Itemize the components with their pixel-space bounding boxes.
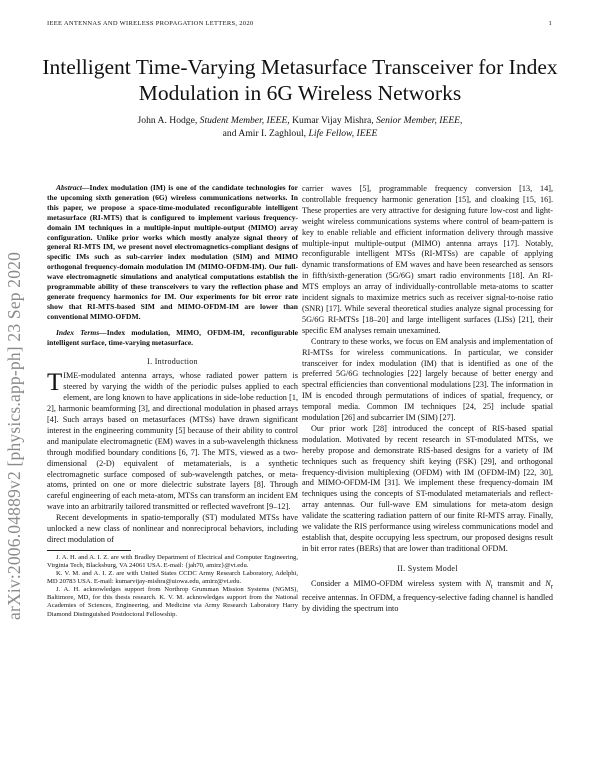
page-number: 1 — [548, 20, 552, 27]
index-terms-text: Index modulation, MIMO, OFDM-IM, reconfigurable intelligent surface, time-varying metasurface. — [47, 327, 298, 347]
paragraph-4-start: Consider a MIMO-OFDM wireless system with — [311, 578, 486, 588]
footnote-rule — [47, 550, 131, 551]
arxiv-watermark: arXiv:2006.04889v2 [physics.app-ph] 23 Sep 2020 — [4, 251, 24, 620]
author-3: and Amir I. Zaghloul, — [222, 127, 307, 139]
abstract — [47, 183, 298, 322]
footnote-affiliation-1: J. A. H. and A. I. Z. are with Bradley Department of Electrical and Computer Engineering, Virginia Tech, Blacksburg, VA 24061 USA. E-mail: {jah70, amirz}@vt.edu. — [47, 553, 298, 569]
right-column — [302, 184, 553, 615]
index-terms — [47, 328, 298, 348]
author-3-role: Life Fellow, IEEE — [308, 127, 378, 139]
drop-cap: T — [47, 369, 63, 397]
nt-subscript: t — [490, 583, 493, 591]
nr-subscript: r — [550, 583, 553, 591]
intro-paragraph-1-text: IME-modulated antenna arrays, whose radiated power pattern is steered by varying the width of the periodic pulses applied to each element, are long known to have applications in side-lobe reduction [1, 2], harmonic beamforming [3], and directional modulation in phased arrays [4]. Such arrays based on metasurfaces (MTSs) have drawn significant interest in the engineering community [5] because of their ability to control and manipulate electromagnetic (EM) waves in a sub-wavelength thickness through modified boundary conditions [6, 7]. The MTS, viewed as a two-dimensional (2-D) equivalent of metamaterials, is a synthetic electromagnetic surface composed of sub-wavelength patches, or meta-atoms, printed on one or more dielectric substrate layers [8]. Through careful engineering of each meta-atom, MTSs can transform an incident EM wave into an arbitrarily tailored transmitted or reflected wavefront [9–12]. — [47, 371, 298, 512]
footnote-affiliation-2: K. V. M. and A. I. Z. are with United States CCDC Army Research Laboratory, Adelphi, MD 20783 USA. E-mail: kumarvijay-mishra@uiowa.edu, amirz@vt.edu. — [47, 570, 298, 586]
body-paragraph-4 — [302, 579, 553, 615]
author-2: Kumar Vijay Mishra, — [292, 115, 374, 126]
index-terms-label: Index Terms— — [56, 327, 107, 337]
intro-paragraph-1 — [47, 371, 298, 513]
paragraph-4-middle: transmit and — [492, 578, 546, 588]
body-paragraph-1: carrier waves [5], programmable frequency conversion [13, 14], controllable frequency harmonic generation [15], and cloaking [15, 16]. These properties are very attractive for designing future low-cost and light-weight wireless communications systems where control of beam-pattern is key to enable reliable and efficient information delivery through massive multiple-input multiple-output (MIMO) antenna arrays [17]. Notably, reconfigurable intelligent MTSs (RI-MTSs) are capable of applying dynamic transformations of EM waves and have been researched as sensors in fifth/sixth-generation (5G/6G) smart radio environments [18]. An RI-MTS employs an array of individually-controllable meta-atoms to scatter incident signals to maximize metrics such as receiver signal-to-noise ratio (SNR) [17]. While several theoretical studies analyze signal processing for 5G/6G RI-MTSs [18–20] and large intelligent surfaces (LISs) [21], their specific EM analyses remain unexamined. — [302, 184, 553, 335]
abstract-label: Abstract— — [56, 183, 90, 192]
nr-symbol: N — [545, 578, 551, 588]
author-list — [40, 115, 560, 140]
body-paragraph-3: Our prior work [28] introduced the concept of RIS-based spatial modulation. Motivated by recent research in ST-modulated MTSs, we hereby propose and demonstrate RIS-based designs for a variety of IM techniques such as frequency shift keying (FSK) [29], and orthogonal frequency-division multiplexing (OFDM) with IM (OFDM-IM) [22, 30], and MIMO-OFDM-IM [31]. We implement these frequency-domain IM techniques using the concepts of ST-modulated metamaterials and reflect-array antennas. Our full-wave EM simulations for meta-atom design validate the scattering radiation pattern of our finite RI-MTS array. Finally, we validate the RIS performance using wireless communications model and establish that, despite occupying less spectrum, our proposed designs result in bit error rates (BERs) that are lower than traditional OFDM. — [302, 423, 553, 553]
section-heading-system-model: II. System Model — [397, 563, 458, 573]
body-paragraph-2: Contrary to these works, we focus on EM analysis and implementation of RI-MTSs for wireless communications. In particular, we consider transceiver for index modulation (IM) that is identified as one of the preferred 5G/6G technologies [22] largely because of better energy and spectral efficiencies than conventional modulations [23]. The information in IM is encoded through permutations of indices of spatial, frequency, or temporal media. Common IM techniques [24, 25] include spatial modulation [26] and subcarrier IM (SIM) [27]. — [302, 336, 553, 423]
section-heading-introduction: I. Introduction — [147, 356, 198, 366]
intro-paragraph-2: Recent developments in spatio-temporally (ST) modulated MTSs have unlocked a new class of nonlinear and nonreciprocal behaviors, including direct modulation of — [47, 513, 298, 544]
running-header — [47, 20, 552, 27]
paper-title: Intelligent Time-Varying Metasurface Transceiver for Index Modulation in 6G Wireless Networks — [42, 55, 558, 105]
abstract-text: Index modulation (IM) is one of the candidate technologies for the upcoming sixth generation (6G) wireless communications networks. In this paper, we propose a space-time-modulated reconfigurable intelligent metasurface (RI-MTS) that is configured to implement various frequency-domain IM techniques in a multiple-input multiple-output (MIMO) array configuration. Unlike prior works which mostly analyze signal theory of general RI-MTS IM, we present novel electromagnetics-compliant designs of specific IMs such as sub-carrier index modulation (SIM) and MIMO orthogonal frequency-domain modulation IM (MIMO-OFDM-IM). Our full-wave electromagnetic simulations and analytical computations establish the programmable ability of these transceivers to vary the reflection phase and generate frequency harmonics for IM. Our experiments for bit error rate show that RI-MTS-based SIM and MIMO-OFDM-IM are lower than conventional MIMO-OFDM. — [47, 183, 298, 321]
author-1: John A. Hodge, — [137, 115, 198, 126]
left-column — [47, 183, 298, 619]
paragraph-4-end: receive antennas. In OFDM, a frequency-selective fading channel is handled by dividing the spectrum into — [302, 593, 553, 614]
author-2-role: Senior Member, IEEE, — [376, 115, 463, 126]
nt-symbol: N — [485, 578, 491, 588]
author-1-role: Student Member, IEEE, — [199, 115, 290, 126]
journal-name: IEEE ANTENNAS AND WIRELESS PROPAGATION LETTERS, 2020 — [47, 20, 254, 27]
footnote-acknowledgment: J. A. H. acknowledges support from Northrop Grumman Mission Systems (NGMS), Baltimore, MD, for this thesis research. K. V. M. acknowledges support from the National Academies of Sciences, Engineering, and Medicine via Army Research Laboratory Harry Diamond Distinguished Postdoctoral Fellowship. — [47, 586, 298, 618]
